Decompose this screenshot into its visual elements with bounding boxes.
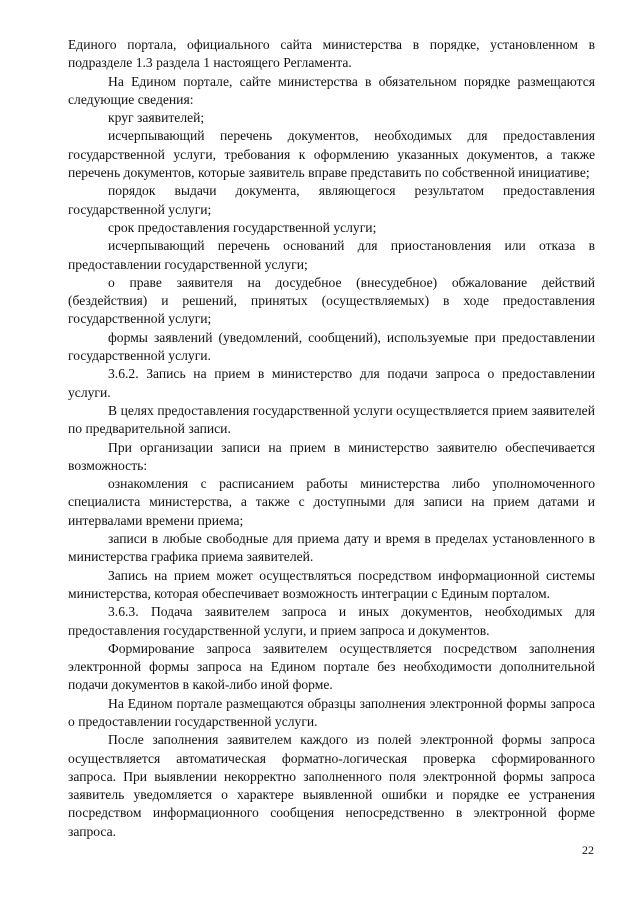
- paragraph: На Едином портале размещаются образцы заполнения электронной формы запроса о предоставлении государственной услуги.: [68, 695, 595, 729]
- section-heading-3-6-2: 3.6.2. Запись на прием в министерство для подачи запроса о предоставлении услуги.: [68, 366, 595, 400]
- list-item: о праве заявителя на досудебное (внесудебное) обжалование действий (бездействия) и решений, принятых (осуществляемых) в ходе предоставления государственной услуги;: [68, 274, 595, 327]
- paragraph: После заполнения заявителем каждого из полей электронной формы запроса осуществляется автоматическая форматно-логическая проверка сформированного запроса. При выявлении некорректно заполненного поля электронной формы запроса заявитель уведомляется о характере выявленной ошибки и порядке ее устранения посредством информационного сообщения непосредственно в электронной форме запроса.: [68, 732, 595, 839]
- body-text: [68, 36, 595, 841]
- list-item: исчерпывающий перечень документов, необходимых для предоставления государственной услуги, требования к оформлению указанных документов, а также перечень документов, которые заявитель вправе представить по собственной инициативе;: [68, 128, 595, 181]
- list-item: срок предоставления государственной услуги;: [108, 219, 377, 235]
- section-heading-3-6-3: 3.6.3. Подача заявителем запроса и иных документов, необходимых для предоставления государственной услуги, и прием запроса и документов.: [68, 604, 595, 638]
- list-item: порядок выдачи документа, являющегося результатом предоставления государственной услуги;: [68, 183, 595, 217]
- page-number: 22: [582, 843, 594, 857]
- paragraph: При организации записи на прием в министерство заявителю обеспечивается возможность:: [68, 439, 595, 473]
- list-item: исчерпывающий перечень оснований для приостановления или отказа в предоставлении государственной услуги;: [68, 238, 595, 272]
- paragraph: Запись на прием может осуществляться посредством информационной системы министерства, которая обеспечивает возможность интеграции с Единым порталом.: [68, 567, 595, 601]
- paragraph-continuation: Единого портала, официального сайта министерства в порядке, установленном в подразделе 1.3 раздела 1 настоящего Регламента.: [68, 37, 595, 71]
- list-item: ознакомления с расписанием работы министерства либо уполномоченного специалиста министерства, а также с доступными для записи на прием датами и интервалами времени приема;: [68, 476, 595, 528]
- paragraph: На Едином портале, сайте министерства в обязательном порядке размещаются следующие сведения:: [68, 73, 595, 107]
- paragraph: Формирование запроса заявителем осуществляется посредством заполнения электронной формы запроса на Едином портале без необходимости дополнительной подачи документов в какой-либо иной форме.: [68, 640, 595, 693]
- list-item: записи в любые свободные для приема дату и время в пределах установленного в министерства графика приема заявителей.: [68, 531, 595, 565]
- list-item: формы заявлений (уведомлений, сообщений), используемые при предоставлении государственной услуги.: [68, 329, 595, 364]
- paragraph: В целях предоставления государственной услуги осуществляется прием заявителей по предварительной записи.: [68, 402, 595, 437]
- list-item: круг заявителей;: [108, 110, 205, 126]
